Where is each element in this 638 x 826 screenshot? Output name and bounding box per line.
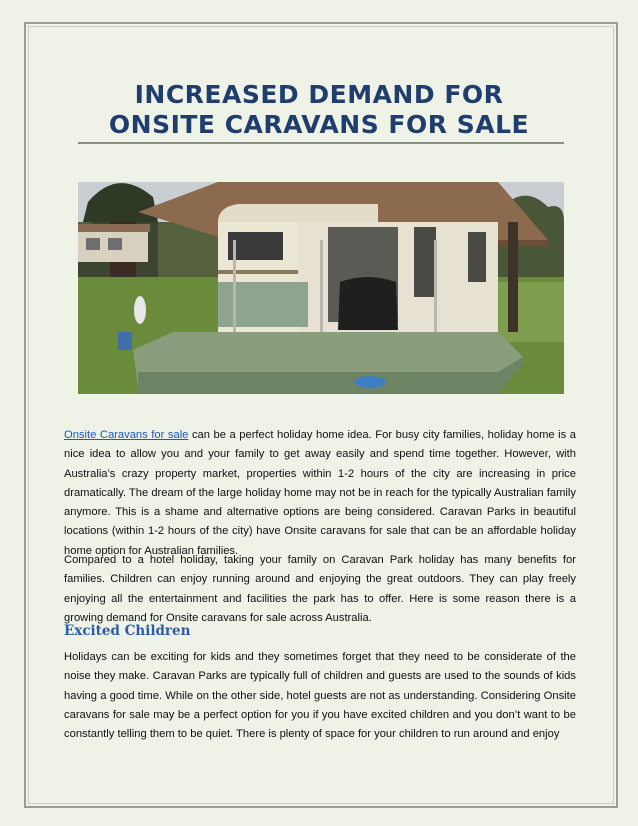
page-title [40,80,598,140]
section-heading: Excited Children [64,623,191,639]
onsite-caravans-link[interactable]: Onsite Caravans for sale [64,429,189,441]
caravan-photo [78,182,564,394]
section-paragraph: Holidays can be exciting for kids and they sometimes forget that they need to be considerate of the noise they make. Caravan Parks are typically full of children and guests are used to the sounds of kids having a good time. While on the other side, hotel guests are not as understanding. Considering Onsite caravans for sale may be a perfect option for you if you have excited children and you don’t want to be constantly telling them to be quiet. There is plenty of space for your children to run around and enjoy [64,651,576,741]
paragraph-2: Compared to a hotel holiday, taking your family on Caravan Park holiday has many benefits for families. Children can enjoy running around and enjoying the great outdoors. They can play freely enjoying all the entertainment and facilities the park has to offer. Here is some reason there is a growing demand for Onsite caravans for sale across Australia. [64,554,576,624]
title-divider [78,142,564,144]
paragraph-1-text: can be a perfect holiday home idea. For busy city families, holiday home is a nice idea to allow you and your family to get away easily and spend time together. However, with Australia’s crazy property market, properties within 1-2 hours of the city are increasing in price dramatically. The dream of the large holiday home may not be in reach for the typically Australian family anymore. This is a shame and alternative options are being considered. Caravan Parks in beautiful locations (within 1-2 hours of the city) have Onsite caravans for sale that can be an affordable holiday home option for Australian families. [64,429,576,557]
title-line-1: INCREASED DEMAND FOR [134,80,504,109]
paragraph-1 [64,426,576,561]
title-line-2: ONSITE CARAVANS FOR SALE [108,110,530,139]
